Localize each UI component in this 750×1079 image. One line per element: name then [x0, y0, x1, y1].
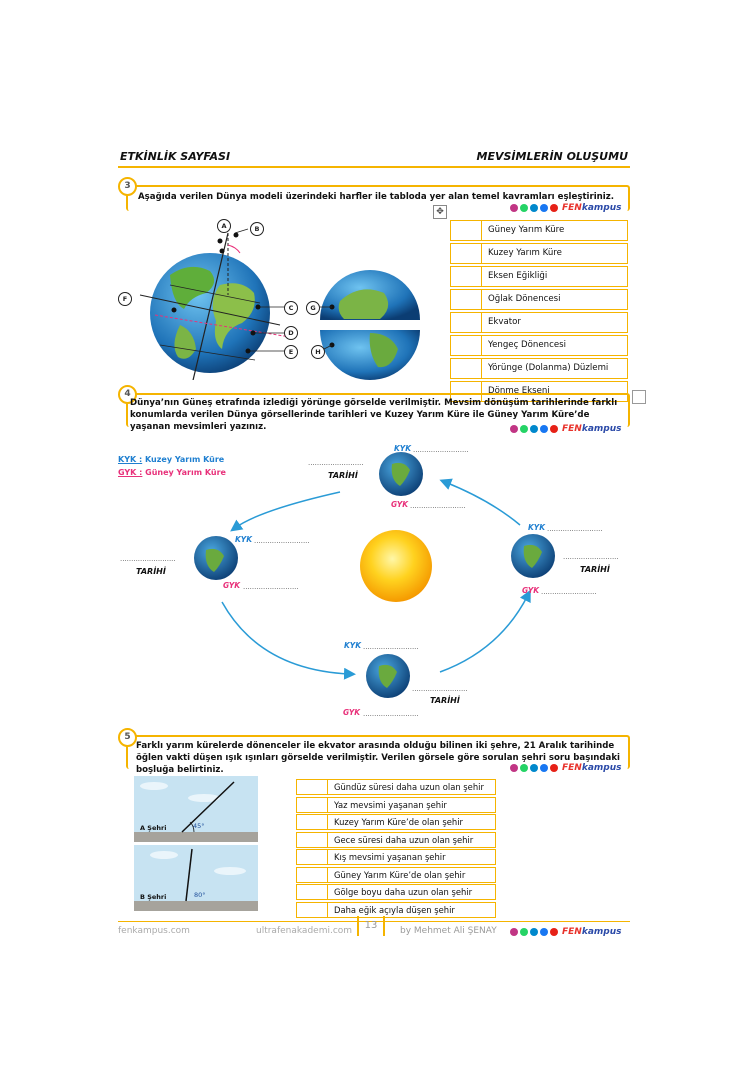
- social-icons-q4: [510, 424, 621, 434]
- statement-label: Daha eğik açıyla düşen şehir: [334, 904, 455, 915]
- gyk-blank-right[interactable]: .........................: [541, 588, 597, 596]
- statement-label: Kış mevsimi yaşanan şehir: [334, 852, 446, 862]
- q5-number: 5: [118, 728, 137, 747]
- date-label-top: TARİHİ: [328, 471, 358, 480]
- answer-cell[interactable]: [297, 833, 328, 847]
- statement-label: Yaz mevsimi yaşanan şehir: [334, 799, 447, 810]
- table-row: [296, 902, 496, 918]
- fenkampus-logo: FENkampus: [562, 203, 622, 213]
- city-b-angle: 80°: [194, 891, 206, 899]
- orbit-diagram: [110, 440, 640, 730]
- kyk-label-right: KYK: [528, 523, 546, 532]
- social-icons-footer: [510, 927, 621, 937]
- q3-question-text: Aşağıda verilen Dünya modeli üzerindeki harfler ile tabloda yer alan temel kavramları eşleştiriniz.: [138, 192, 615, 202]
- gyk-blank-left[interactable]: .........................: [243, 583, 299, 591]
- gyk-blank-top[interactable]: .........................: [410, 502, 466, 510]
- letter-c: C: [284, 301, 298, 315]
- activity-page-label: ETKİNLİK SAYFASI: [120, 150, 231, 163]
- date-label-right: TARİHİ: [580, 565, 610, 574]
- social-icons-q5: [510, 763, 621, 773]
- letter-d: D: [284, 326, 298, 340]
- kyk-blank-bottom[interactable]: .........................: [363, 643, 419, 651]
- sun: [360, 530, 432, 602]
- letter-b: B: [250, 222, 264, 236]
- concept-label: Yörünge (Dolanma) Düzlemi: [488, 363, 609, 373]
- answer-cell[interactable]: [451, 221, 482, 240]
- kyk-label-top: KYK: [394, 444, 412, 453]
- table-row: [450, 266, 628, 287]
- telegram-icon: [530, 425, 538, 433]
- page-number: 13: [357, 916, 385, 936]
- date-label-bottom: TARİHİ: [430, 696, 460, 705]
- concept-label: Ekvator: [488, 317, 521, 327]
- concept-label: Kuzey Yarım Küre: [488, 248, 562, 258]
- topic-title: MEVSİMLERİN OLUŞUMU: [476, 150, 628, 163]
- city-a-label: A Şehri: [140, 824, 167, 832]
- earth-right: [511, 534, 555, 578]
- footer-site-ultrafen[interactable]: ultrafenakademi.com: [256, 926, 353, 936]
- concept-label: Oğlak Dönencesi: [488, 294, 561, 304]
- move-handle-icon[interactable]: ✥: [433, 205, 447, 219]
- statement-label: Güney Yarım Küre’de olan şehir: [334, 869, 466, 880]
- table-row: [296, 814, 496, 830]
- concept-label: Eksen Eğikliği: [488, 271, 548, 281]
- legend-kyk-abbr: KYK :: [118, 455, 143, 464]
- answer-cell[interactable]: [297, 885, 328, 899]
- date-blank-left[interactable]: .........................: [120, 555, 176, 563]
- earth-bottom: [366, 654, 410, 698]
- kyk-blank-left[interactable]: .........................: [254, 537, 310, 545]
- kyk-blank-right[interactable]: .........................: [547, 525, 603, 533]
- q3-number: 3: [118, 177, 137, 196]
- legend-gyk-text: Güney Yarım Küre: [145, 468, 226, 477]
- table-row: [450, 243, 628, 264]
- answer-cell[interactable]: [297, 798, 328, 812]
- letter-h: H: [311, 345, 325, 359]
- whatsapp-icon: [520, 204, 528, 212]
- fenkampus-logo: FENkampus: [562, 424, 622, 434]
- answer-cell[interactable]: [297, 850, 328, 864]
- answer-cell[interactable]: [297, 868, 328, 882]
- gyk-blank-bottom[interactable]: .........................: [363, 710, 419, 718]
- city-b-panel: [134, 845, 258, 911]
- legend-kyk-text: Kuzey Yarım Küre: [144, 455, 225, 464]
- earth-model-diagram: [110, 215, 440, 380]
- gyk-label-top: GYK: [391, 500, 409, 509]
- date-label-left: TARİHİ: [136, 567, 166, 576]
- q5-question-text: Farklı yarım kürelerde dönenceler ile ekvator arasında olduğu bilinen iki şehre, 21 Aralık tarihinde öğlen vakti düşen ışık ışınları görselde verilmiştir. Verilen görsele göre sorulan şehri soru başındaki boşluğa belirtiniz.: [136, 741, 621, 775]
- instagram-icon: [510, 204, 518, 212]
- youtube-icon: [550, 425, 558, 433]
- checkbox-empty[interactable]: [632, 390, 646, 404]
- q5-matching-table: [296, 779, 496, 919]
- table-row: [450, 312, 628, 333]
- letter-f: F: [118, 292, 132, 306]
- answer-cell[interactable]: [451, 313, 482, 332]
- whatsapp-icon: [520, 764, 528, 772]
- answer-cell[interactable]: [451, 244, 482, 263]
- fenkampus-logo: FENkampus: [562, 927, 622, 937]
- gyk-label-bottom: GYK: [343, 708, 361, 717]
- facebook-icon: [540, 425, 548, 433]
- facebook-icon: [540, 928, 548, 936]
- header-divider: [118, 166, 630, 168]
- gyk-label-left: GYK: [223, 581, 241, 590]
- date-blank-bottom[interactable]: .........................: [412, 685, 468, 693]
- earth-left: [194, 536, 238, 580]
- telegram-icon: [530, 204, 538, 212]
- answer-cell[interactable]: [451, 267, 482, 286]
- answer-cell[interactable]: [297, 780, 328, 794]
- table-row: [296, 779, 496, 795]
- table-row: [296, 884, 496, 900]
- concept-label: Güney Yarım Küre: [488, 225, 565, 235]
- q4-question-text: Dünya’nın Güneş etrafında izlediği yörünge görselde verilmiştir. Mevsim dönüşüm tarihlerinde farklı konumlarda verilen Dünya görsellerinde tarihleri ve Kuzey Yarım Küre ile Güney Yarım Küre’de yaşanan mevsimleri yazınız.: [130, 398, 618, 432]
- table-row: [296, 797, 496, 813]
- table-row: [450, 358, 628, 379]
- statement-label: Gölge boyu daha uzun olan şehir: [334, 887, 473, 897]
- table-row: [450, 220, 628, 241]
- footer-author: by Mehmet Ali ŞENAY: [400, 926, 497, 936]
- date-blank-top[interactable]: .........................: [308, 459, 364, 467]
- kyk-label-bottom: KYK: [344, 641, 362, 650]
- city-b-ray-diagram: [134, 845, 258, 911]
- city-a-angle: 45°: [193, 822, 205, 830]
- q4-number: 4: [118, 385, 137, 404]
- facebook-icon: [540, 204, 548, 212]
- social-icons-q3: [510, 203, 621, 213]
- city-a-panel: [134, 776, 258, 842]
- city-a-ray-diagram: [134, 776, 258, 842]
- kyk-blank-top[interactable]: .........................: [413, 446, 469, 454]
- kyk-label-left: KYK: [235, 535, 253, 544]
- footer-site-fenkampus[interactable]: fenkampus.com: [118, 926, 190, 936]
- table-row: [450, 289, 628, 310]
- statement-label: Gündüz süresi daha uzun olan şehir: [334, 782, 484, 792]
- instagram-icon: [510, 425, 518, 433]
- answer-cell[interactable]: [451, 290, 482, 309]
- statement-label: Gece süresi daha uzun olan şehir: [334, 834, 474, 845]
- letter-a: A: [217, 219, 231, 233]
- instagram-icon: [510, 764, 518, 772]
- table-row: [296, 832, 496, 848]
- answer-cell[interactable]: [297, 903, 328, 917]
- letter-e: E: [284, 345, 298, 359]
- telegram-icon: [530, 764, 538, 772]
- q3-matching-table: [450, 220, 628, 404]
- answer-cell[interactable]: [297, 815, 328, 829]
- letter-g: G: [306, 301, 320, 315]
- city-b-label: B Şehri: [140, 893, 167, 901]
- concept-label: Dönme Ekseni: [488, 386, 550, 396]
- whatsapp-icon: [520, 928, 528, 936]
- table-row: [296, 867, 496, 883]
- table-row: [296, 849, 496, 865]
- youtube-icon: [550, 764, 558, 772]
- instagram-icon: [510, 928, 518, 936]
- earth-top: [379, 452, 423, 496]
- facebook-icon: [540, 764, 548, 772]
- whatsapp-icon: [520, 425, 528, 433]
- answer-cell[interactable]: [451, 336, 482, 355]
- answer-cell[interactable]: [451, 359, 482, 378]
- fenkampus-logo: FENkampus: [562, 763, 622, 773]
- concept-label: Yengeç Dönencesi: [488, 340, 566, 350]
- youtube-icon: [550, 928, 558, 936]
- date-blank-right[interactable]: .........................: [563, 553, 619, 561]
- telegram-icon: [530, 928, 538, 936]
- statement-label: Kuzey Yarım Küre’de olan şehir: [334, 817, 463, 827]
- legend-gyk-abbr: GYK :: [118, 468, 143, 477]
- gyk-label-right: GYK: [522, 586, 540, 595]
- table-row: [450, 335, 628, 356]
- youtube-icon: [550, 204, 558, 212]
